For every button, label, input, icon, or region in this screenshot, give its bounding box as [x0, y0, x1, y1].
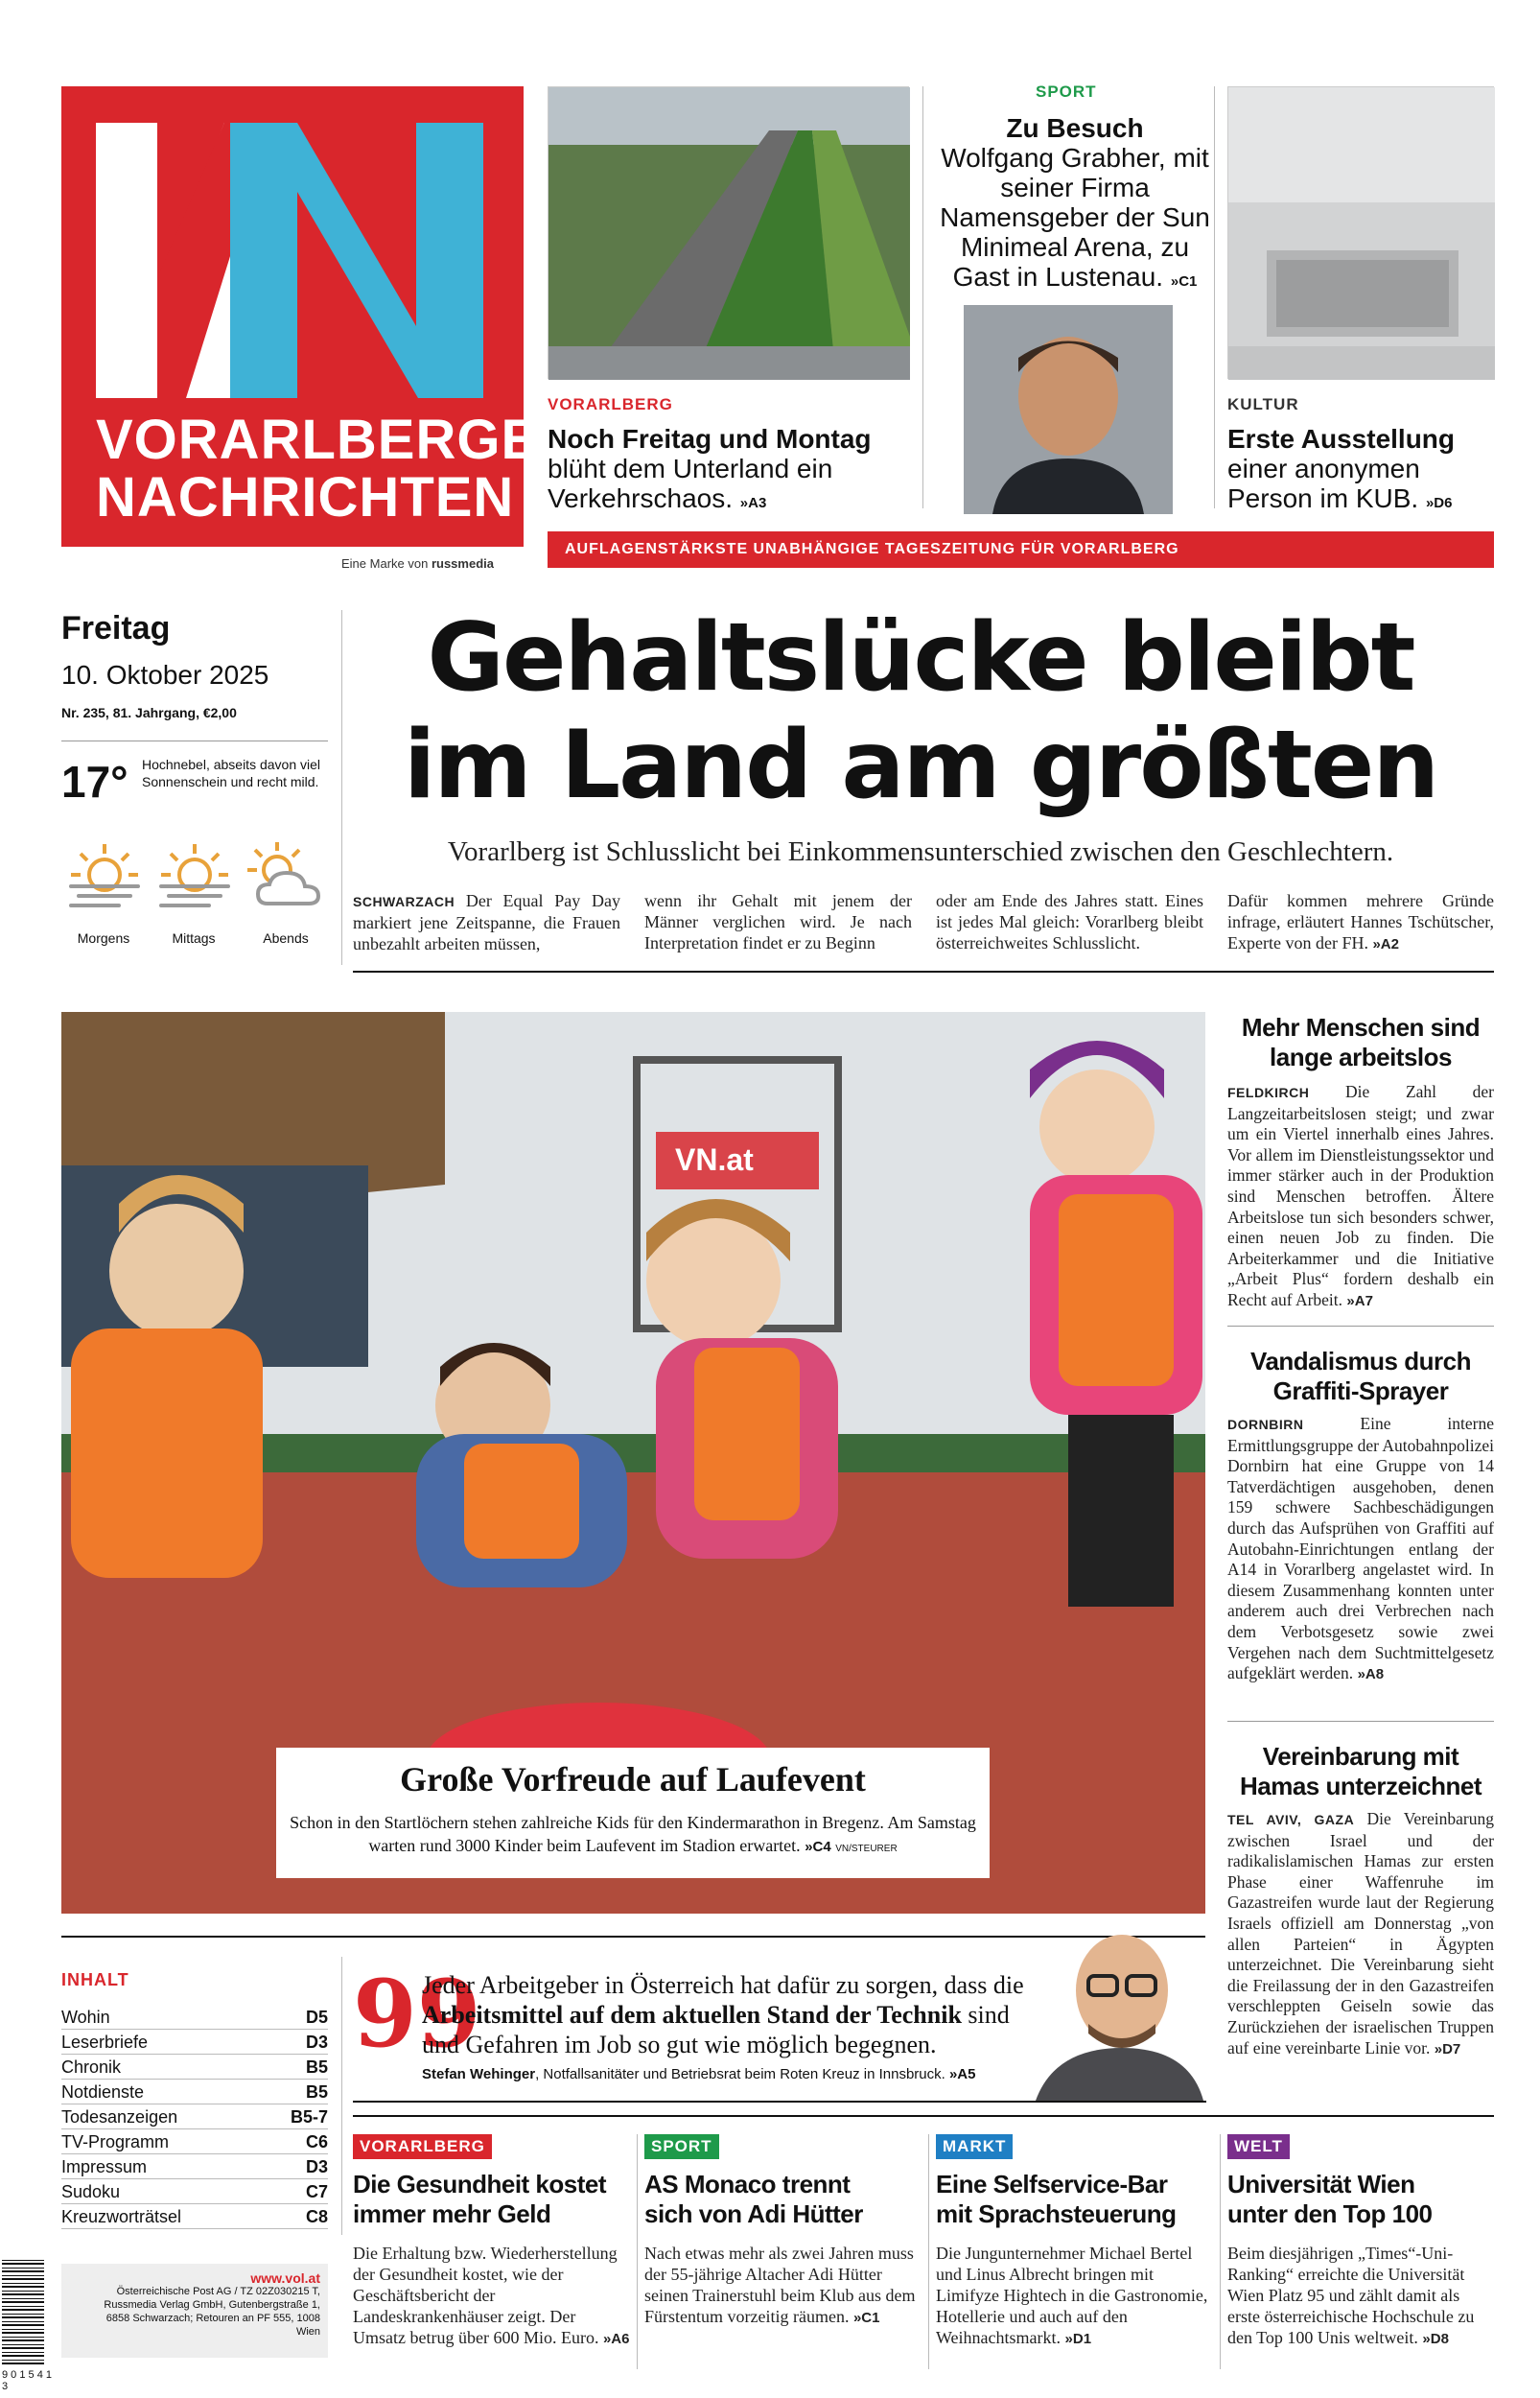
toc-label: Leserbriefe [61, 2033, 149, 2052]
side-head-line: Vereinbarung mit [1262, 1742, 1459, 1771]
bt-text: Beim diesjährigen „Times“-Uni-Ranking“ erreichte die Universität Wien Platz 95 und zählt damit als erste österreichische Hochschule zu den Top 100 Unis weltweit. [1227, 2244, 1475, 2347]
brand-note [341, 556, 494, 571]
side-text: Die Zahl der Langzeitarbeitslosen steigt; und zwar um ein Viertel innerhalb eines Jahres. Vor allem im Dienstleistungssektor und immer stärker auch in der Produktion sind Menschen betroffen. Ältere Arbeitslose tun sich besonders schwer, einen neuen Job zu finden. Die Arbeiterkammer und die Initiative „Arbeit Plus“ fordern deshalb ein Recht auf Arbeit. [1227, 1082, 1494, 1309]
toc-page: C8 [305, 2207, 328, 2226]
toc-page: D3 [305, 2033, 328, 2052]
quote-bold: Arbeitsmittel auf dem aktuellen Stand der Technik [422, 2001, 962, 2029]
divider [928, 2134, 929, 2369]
lead-headline[interactable] [345, 604, 1496, 819]
bottom-teaser-headline[interactable] [1227, 2170, 1494, 2229]
bottom-teaser-body [1227, 2243, 1494, 2350]
sun-fog-icon [61, 836, 148, 918]
teaser-bold: Erste Ausstellung [1227, 424, 1456, 454]
bottom-teaser-headline[interactable] [353, 2170, 631, 2229]
toc-label: Todesanzeigen [61, 2107, 178, 2127]
section-tag: MARKT [936, 2134, 1013, 2159]
bottom-teaser-headline[interactable] [936, 2170, 1214, 2229]
inhalt-title: INHALT [61, 1970, 129, 1989]
bt-head-line: Eine Selfservice-Bar [936, 2170, 1168, 2198]
teaser-kicker: VORARLBERG [548, 395, 673, 413]
quote-text [422, 1970, 1036, 2059]
toc-item[interactable] [61, 2154, 328, 2179]
section-tag: VORARLBERG [353, 2134, 492, 2159]
divider [353, 2101, 1206, 2103]
toc-page: D5 [305, 2008, 328, 2027]
toc-item[interactable] [61, 2129, 328, 2154]
weather-period: Mittags [172, 930, 216, 946]
headline-line-1: Gehaltslücke bleibt [427, 603, 1414, 713]
lead-text: Der Equal Pay Day markiert jene Zeitspanne, die Frauen unbezahlt arbeiten müssen, [353, 891, 620, 953]
weather-description: Hochnebel, abseits davon viel Sonnenschein und recht mild. [142, 757, 321, 789]
side-story-body [1227, 1809, 1494, 2059]
bt-text: Die Erhaltung bzw. Wiederherstellung der Gesundheit kostet, wie der Geschäftsbericht der Landeskrankenhäuser zeigt. Der Umsatz betrug über 600 Mio. Euro. [353, 2244, 618, 2347]
dateline-location: TEL AVIV, GAZA [1227, 1812, 1355, 1827]
barcode-number: 9 0 1 5 4 1 3 [2, 2369, 52, 2392]
author-name: Stefan Wehinger [422, 2066, 536, 2082]
bt-head-line: AS Monaco trennt [644, 2170, 851, 2198]
side-head-line: Mehr Menschen sind [1241, 1013, 1481, 1042]
vn-logo[interactable] [61, 86, 581, 547]
divider [922, 86, 923, 508]
toc-item[interactable] [61, 2080, 328, 2104]
bt-text: Die Jungunternehmer Michael Bertel und Linus Albrecht bringen mit Limifyze Hightech in die Gastronomie, Hotellerie und auch auf den Weihnachtsmarkt. [936, 2244, 1208, 2347]
page-ref: »A2 [1372, 936, 1399, 952]
lead-column-4 [1227, 890, 1494, 955]
page-ref: »D7 [1434, 2040, 1461, 2057]
bottom-teaser-body [353, 2243, 631, 2350]
toc-page: C7 [305, 2182, 328, 2201]
page-ref: »D6 [1425, 495, 1453, 511]
lead-subline: Vorarlberg ist Schlusslicht bei Einkommensunterschied zwischen den Geschlechtern. [447, 836, 1394, 867]
toc-item[interactable] [61, 2204, 328, 2229]
toc-item[interactable] [61, 2179, 328, 2204]
page-ref: »C4 [805, 1839, 831, 1855]
teaser-text[interactable] [548, 424, 909, 518]
side-story-headline[interactable] [1227, 1347, 1494, 1406]
quote-icon: 99 [353, 1960, 481, 2068]
side-story-body [1227, 1082, 1494, 1312]
sun-cloud-icon [244, 836, 330, 918]
toc-page: D3 [305, 2157, 328, 2176]
bottom-teaser-body [644, 2243, 922, 2329]
teaser-text[interactable] [1227, 424, 1494, 518]
bottom-teaser-body [936, 2243, 1214, 2350]
page-ref: »A5 [948, 2066, 976, 2082]
teaser-bold: Zu Besuch [1006, 113, 1144, 143]
photo-credit: VN/STEURER [835, 1844, 898, 1854]
caption-body: Schon in den Startlöchern stehen zahlreiche Kids für den Kindermarathon in Bregenz. Am Samstag warten rund 3000 Kinder beim Laufevent im Stadion erwartet. [290, 1813, 976, 1855]
highway-photo [548, 87, 910, 380]
page-ref: »C1 [1170, 273, 1198, 290]
toc-item[interactable] [61, 2030, 328, 2055]
portrait-wehinger [1007, 1918, 1208, 2101]
divider [341, 1957, 342, 2235]
imprint-line: 6858 Schwarzach; Retouren an PF 555, 1008 Wien [105, 2313, 320, 2338]
bt-head-line: sich von Adi Hütter [644, 2199, 863, 2228]
toc-item[interactable] [61, 2104, 328, 2129]
teaser-bold: Noch Freitag und Montag [548, 424, 872, 454]
barcode [2, 2259, 44, 2364]
toc-page: B5 [305, 2082, 328, 2102]
side-head-line: lange arbeitslos [1270, 1043, 1452, 1071]
side-head-line: Vandalismus durch [1250, 1347, 1471, 1375]
bt-text: Nach etwas mehr als zwei Jahren muss der 55-jährige Altacher Adi Hütter seinen Trainerstuhl beim Klub aus dem Fürstentum vorzeitig räumen. [644, 2244, 916, 2326]
side-head-line: Hamas unterzeichnet [1239, 1772, 1482, 1800]
divider [341, 610, 342, 965]
portrait-photo [964, 305, 1173, 514]
side-story-body [1227, 1414, 1494, 1685]
quote-part: sind und Gefahren im Job so gut wie möglich begegnen. [422, 2001, 1010, 2058]
lead-column-3: oder am Ende des Jahres statt. Eines ist jedes Mal gleich: Vorarlberg bleibt österreichweites Schlusslicht. [936, 891, 1203, 952]
divider [1214, 86, 1215, 508]
temperature: 17° [61, 757, 128, 807]
page-ref: »D1 [1064, 2331, 1092, 2347]
bottom-teaser-headline[interactable] [644, 2170, 922, 2229]
divider [1220, 2134, 1221, 2369]
teaser-body: einer anonymen Person im KUB. [1227, 454, 1420, 513]
portrait-grabher[interactable] [964, 305, 1173, 514]
page-ref: »A3 [739, 495, 767, 511]
page-ref: »C1 [852, 2310, 880, 2326]
author-role: , Notfallsanitäter und Betriebsrat beim Roten Kreuz in Innsbruck. [535, 2066, 945, 2082]
side-text: Die Vereinbarung zwischen Israel und der radikalislamischen Hamas zur ersten Phase einer Waffenruhe im Gazastreifen wurde laut der Regierung Israels offiziell am Donnerstag „von allen Parteien“ in Ägypten unterzeichnet. Die Vereinbarung sieht die Freilassung der in den Gazastreifen verschleppten Geiseln sowie das Zurückziehen der israelischen Truppen auf eine vereinbarte Linie vor. [1227, 1809, 1494, 2057]
imprint-line: Russmedia Verlag GmbH, Gutenbergstraße 1, [104, 2299, 320, 2311]
lead-column-1 [353, 890, 620, 954]
imprint-line: Österreichische Post AG / TZ 02Z030215 T, [116, 2286, 320, 2297]
quote-part: Jeder Arbeitgeber in Österreich hat dafür zu sorgen, dass die [422, 1971, 1024, 1999]
toc-page: B5 [305, 2057, 328, 2077]
website-link[interactable]: www.vol.at [250, 2270, 320, 2286]
bt-head-line: immer mehr Geld [353, 2199, 551, 2228]
toc-label: Sudoku [61, 2182, 121, 2201]
side-story-headline[interactable] [1227, 1013, 1494, 1072]
teaser-text[interactable] [936, 113, 1214, 296]
kub-photo [1228, 87, 1495, 380]
page-ref: »D8 [1422, 2331, 1449, 2347]
bt-head-line: unter den Top 100 [1227, 2199, 1433, 2228]
toc-label: Impressum [61, 2157, 148, 2176]
imprint [61, 2264, 328, 2358]
toc-item[interactable] [61, 2005, 328, 2030]
divider [353, 2115, 1494, 2117]
teaser-image-highway[interactable] [548, 86, 909, 379]
toc-label: Notdienste [61, 2082, 145, 2102]
section-tag: SPORT [644, 2134, 719, 2159]
dateline-location: SCHWARZACH [353, 894, 455, 909]
brand-note-prefix: Eine Marke von [341, 556, 429, 571]
logo-line-1: VORARLBERGER [96, 409, 581, 471]
side-head-line: Graffiti-Sprayer [1272, 1376, 1449, 1405]
side-story-headline[interactable] [1227, 1742, 1494, 1801]
lead-text: Dafür kommen mehrere Gründe infrage, erläutert Hannes Tschütscher, Experte von der FH. [1227, 891, 1494, 952]
divider [637, 2134, 638, 2369]
toc-label: Kreuzworträtsel [61, 2207, 182, 2226]
section-tag: WELT [1227, 2134, 1290, 2159]
teaser-kicker: SPORT [1036, 82, 1097, 101]
brand-note-name: russmedia [431, 556, 494, 571]
dateline-location: FELDKIRCH [1227, 1085, 1310, 1100]
weather-period: Morgens [77, 930, 130, 946]
side-text: Eine interne Ermittlungsgruppe der Autobahnpolizei Dornbirn hat eine Gruppe von 14 Tatverdächtigen ausgehoben, denen 159 schwere Sachbeschädigungen durch das Aufsprühen von Graffiti auf Autobahn-Einrichtungen entlang der A14 in Vorarlberg angelastet wird. In diesem Zusammenhang konnten unter anderem auch drei Verbrechen nach dem Verbotsgesetz sowie zwei Vergehen nach dem Suchtmittelgesetz aufgeklärt werden. [1227, 1414, 1495, 1683]
divider [353, 971, 1494, 973]
toc-label: Wohin [61, 2008, 110, 2027]
teaser-kicker: KULTUR [1227, 395, 1299, 413]
toc-page: B5-7 [290, 2107, 328, 2127]
lead-column-2: wenn ihr Gehalt mit jenem der Männer verglichen wird. Je nach Interpretation findet er zu Beginn [644, 891, 912, 952]
toc-page: C6 [305, 2132, 328, 2151]
teaser-image-kub[interactable] [1227, 86, 1494, 379]
portrait-photo [1007, 1918, 1208, 2101]
tagline-banner: AUFLAGENSTÄRKSTE UNABHÄNGIGE TAGESZEITUNG FÜR VORARLBERG [548, 531, 1494, 568]
weekday: Freitag [61, 610, 171, 647]
dateline-location: DORNBIRN [1227, 1417, 1304, 1432]
photo-story-title[interactable]: Große Vorfreude auf Laufevent [400, 1760, 866, 1798]
divider [1227, 1326, 1494, 1327]
date: 10. Oktober 2025 [61, 660, 269, 690]
page-ref: »A6 [602, 2331, 630, 2347]
issue-info: Nr. 235, 81. Jahrgang, €2,00 [61, 705, 237, 720]
toc-item[interactable] [61, 2055, 328, 2080]
toc-label: TV-Programm [61, 2132, 170, 2151]
logo-line-2: NACHRICHTEN [96, 466, 515, 529]
teaser-body: blüht dem Unterland ein Verkehrschaos. [548, 454, 833, 513]
board-text: VN.at [675, 1142, 754, 1177]
weather-period: Abends [263, 930, 309, 946]
teaser-body: Wolfgang Grabher, mit seiner Firma Namensgeber der Sun Minimeal Arena, zu Gast in Lustenau. [940, 143, 1210, 292]
toc-label: Chronik [61, 2057, 122, 2077]
sun-fog-icon [152, 836, 238, 918]
page-ref: »A8 [1357, 1666, 1385, 1683]
bt-head-line: mit Sprachsteuerung [936, 2199, 1177, 2228]
page-ref: »A7 [1346, 1292, 1373, 1309]
bt-head-line: Universität Wien [1227, 2170, 1415, 2198]
bt-head-line: Die Gesundheit kostet [353, 2170, 606, 2198]
divider [1227, 1721, 1494, 1722]
photo-story-text [288, 1811, 978, 1861]
headline-line-2: im Land am größten [403, 711, 1438, 820]
quote-author [422, 2066, 1036, 2082]
